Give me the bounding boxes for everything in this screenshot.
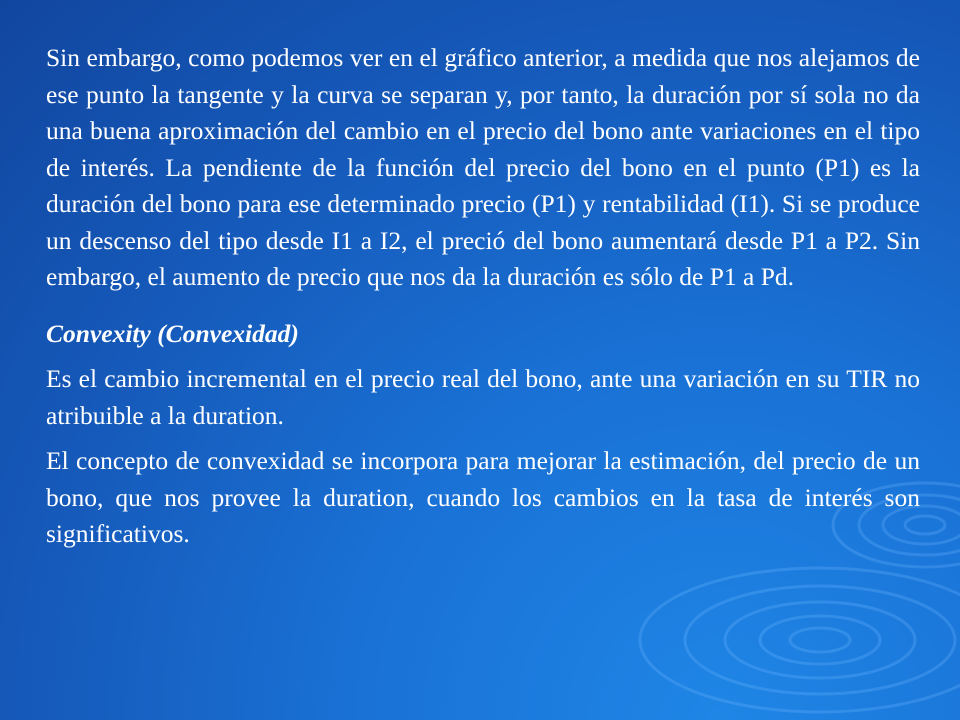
convexity-definition-paragraph: Es el cambio incremental en el precio real del bono, ante una variación en su TIR no atribuible a la duration.: [46, 364, 920, 430]
intro-paragraph: Sin embargo, como podemos ver en el gráfico anterior, a medida que nos alejamos de ese punto la tangente y la curva se separan y, por tanto, la duración por sí sola no da una buena aproximación del cambio en el precio del bono ante variaciones en el tipo de interés. La pendiente de la función del precio del bono en el punto (P1) es la duración del bono para ese determinado precio (P1) y rentabilidad (I1). Si se produce un descenso del tipo desde I1 a I2, el preció del bono aumentará desde P1 a P2. Sin embargo, el aumento de precio que nos da la duración es sólo de P1 a Pd.: [46, 43, 920, 291]
slide-body: [46, 40, 920, 553]
convexity-concept-paragraph: El concepto de convexidad se incorpora para mejorar la estimación, del precio de un bono, que nos provee la duration, cuando los cambios en la tasa de interés son significativos.: [46, 446, 920, 548]
section-heading-convexity: Convexity (Convexidad): [46, 318, 299, 348]
